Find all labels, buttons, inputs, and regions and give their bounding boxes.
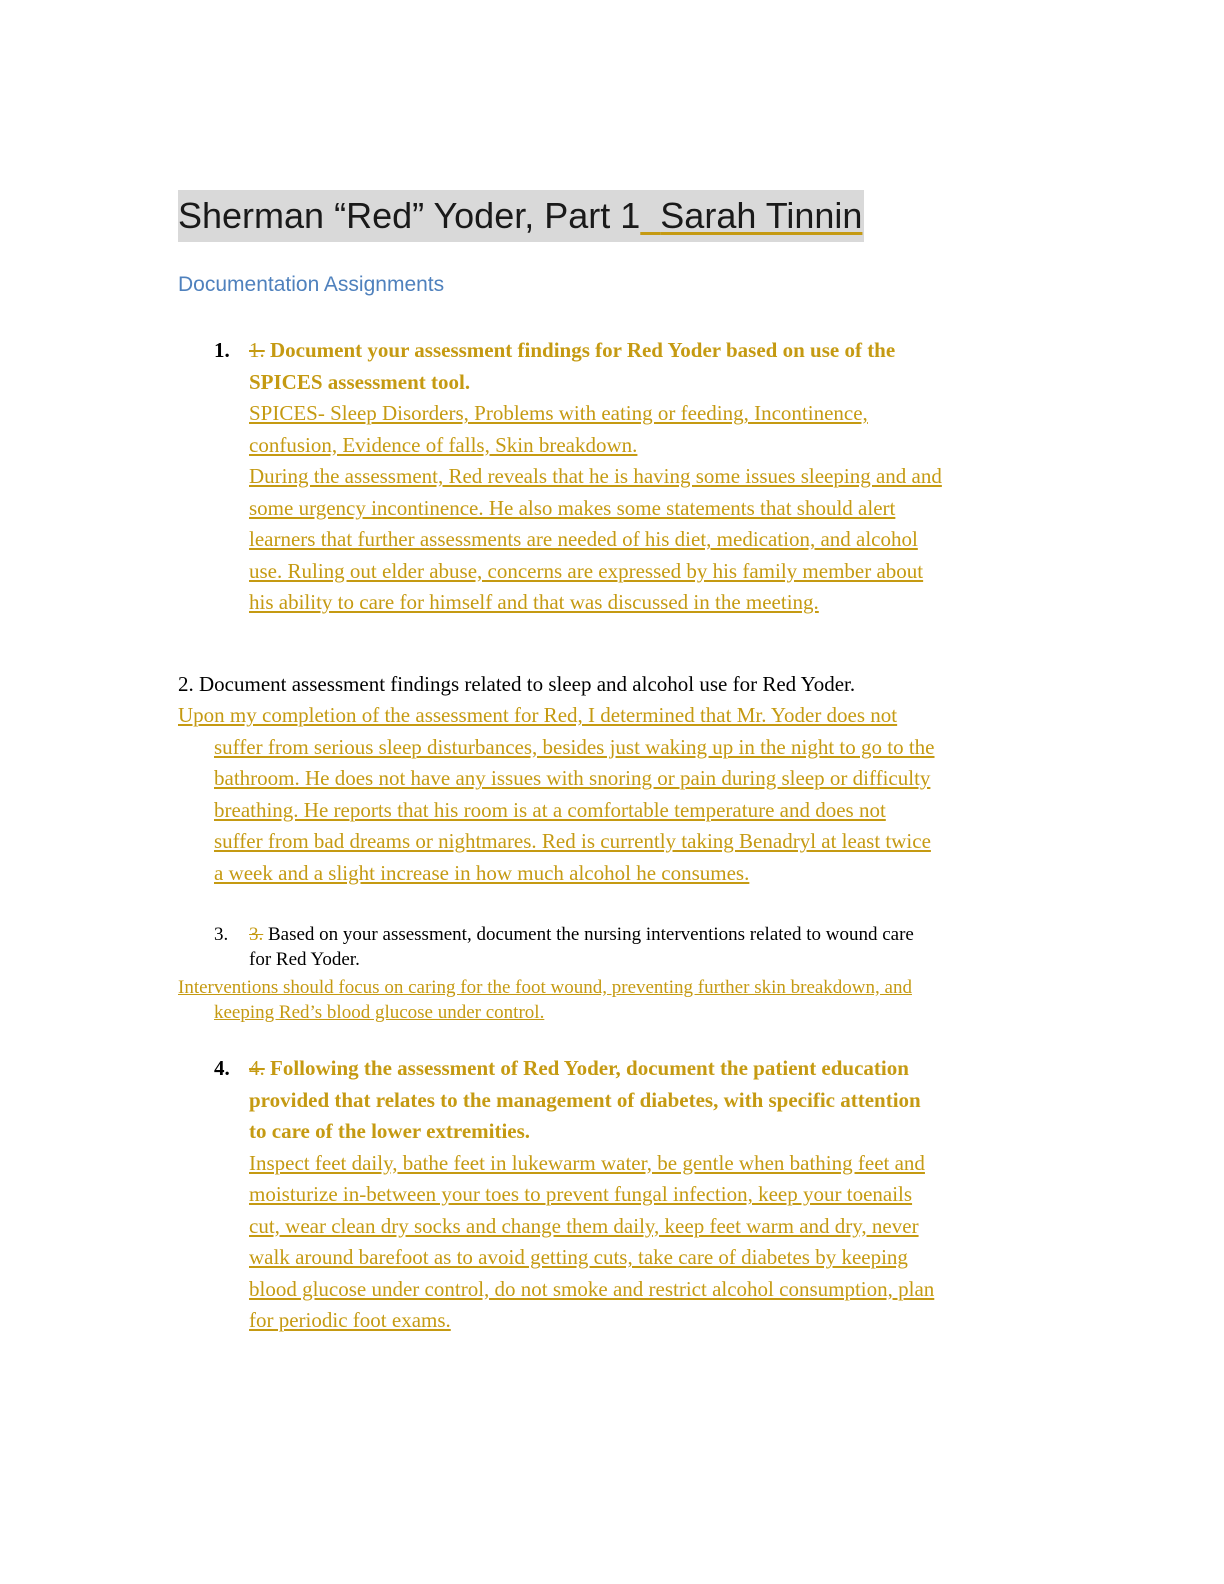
q2-answer-line: suffer from bad dreams or nightmares. Red is currently taking Benadryl at least twice [214,829,931,853]
document-title [178,190,864,242]
q4-deleted-number: 4. [249,1056,265,1080]
q4-prompt-line: provided that relates to the management of diabetes, with specific attention [249,1087,921,1112]
q1-answer-line: During the assessment, Red reveals that he is having some issues sleeping and and [249,464,942,488]
q3-prompt [249,922,914,972]
q3-prompt-line: for Red Yoder. [249,949,360,970]
q4-answer-line: walk around barefoot as to avoid getting cuts, take care of diabetes by keeping [249,1245,908,1269]
section-heading: Documentation Assignments [178,273,445,296]
q2-answer-line: suffer from serious sleep disturbances, besides just waking up in the night to go to the [214,734,935,759]
q1-answer-line: some urgency incontinence. He also makes some statements that should alert [249,495,896,520]
q1-answer-line: SPICES- Sleep Disorders, Problems with eating or feeding, Incontinence, [249,401,868,425]
q2-answer-line: bathroom. He does not have any issues with snoring or pain during sleep or difficulty [214,766,931,790]
q4-answer-line: moisturize in-between your toes to prevent fungal infection, keep your toenails [249,1182,913,1206]
q2-answer-line: Upon my completion of the assessment for Red, I determined that Mr. Yoder does not [178,703,898,727]
title-text: Sherman “Red” Yoder, Part 1 [178,195,641,236]
q2-prompt: 2. Document assessment findings related to sleep and alcohol use for Red Yoder. [178,672,856,696]
q4-answer-line: Inspect feet daily, bathe feet in lukewarm water, be gentle when bathing feet and [249,1150,925,1175]
q3-number: 3. [214,924,229,945]
q2-answer-line: a week and a slight increase in how much alcohol he consumes. [214,860,750,885]
q3-deleted-number: 3. [249,924,264,945]
q1-prompt-line: 1. Document your assessment findings for Red Yoder based on use of the [249,338,896,362]
q1-block [249,335,942,619]
q2-answer-line: breathing. He reports that his room is at a comfortable temperature and does not [214,797,886,822]
q3-answer-line: keeping Red’s blood glucose under control. [214,1002,545,1023]
q2-answer [178,700,935,889]
q1-answer-line: confusion, Evidence of falls, Skin breakdown. [249,432,638,457]
q1-answer-line: learners that further assessments are needed of his diet, medication, and alcohol [249,527,918,551]
q1-number: 1. [214,338,230,362]
q1-prompt-line: SPICES assessment tool. [249,369,471,394]
q3-answer [178,975,912,1025]
q4-number: 4. [214,1056,230,1080]
q3-prompt-line: 3. Based on your assessment, document the nursing interventions related to wound care [249,924,914,945]
q4-answer-line: for periodic foot exams. [249,1308,451,1332]
q3-answer-line: Interventions should focus on caring for the foot wound, preventing further skin breakdown, and [178,977,912,998]
q4-prompt-line: 4. Following the assessment of Red Yoder, document the patient education [249,1056,909,1080]
q4-prompt-line: to care of the lower extremities. [249,1119,531,1143]
q1-answer-line: his ability to care for himself and that was discussed in the meeting. [249,590,819,614]
q4-answer-line: cut, wear clean dry socks and change them daily, keep feet warm and dry, never [249,1213,919,1238]
q1-answer-line: use. Ruling out elder abuse, concerns are expressed by his family member about [249,558,924,583]
q4-answer-line: blood glucose under control, do not smoke and restrict alcohol consumption, plan [249,1276,935,1301]
author-name: Sarah Tinnin [660,195,863,236]
q4-block [249,1053,934,1337]
q1-deleted-number: 1. [249,338,265,362]
